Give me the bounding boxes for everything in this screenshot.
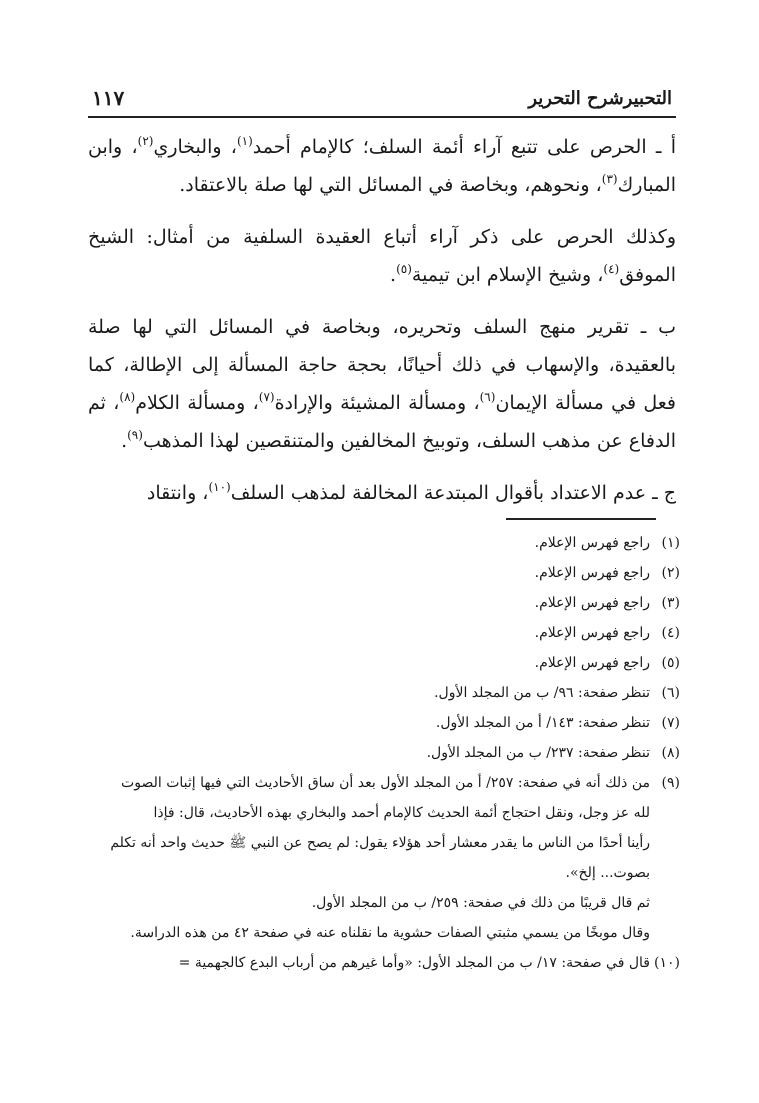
footnote-ref-6[interactable]: (٦) xyxy=(479,390,496,404)
footnote-text: تنظر صفحة: ٢٣٧/ ب من المجلد الأول. xyxy=(426,745,650,761)
footnote-number: (١) xyxy=(661,535,680,551)
footnote-number: (٤) xyxy=(661,625,680,641)
footnote-item xyxy=(80,558,680,588)
footnote-item xyxy=(80,768,680,798)
footnote-ref-4[interactable]: (٤) xyxy=(603,262,620,276)
footnote-continuation-line: رأينا أحدًا من الناس ما يقدر معشار أحد هؤلاء يقول: لم يصح عن النبي ﷺ حديث واحد أنه تكلم xyxy=(110,835,650,851)
text-run: ب ـ تقرير منهج السلف وتحريره، وبخاصة في المسائل التي لها صلة بالعقيدة، والإسهاب في ذلك أحيانًا، بحجة حاجة المسألة إلى الإطالة، كما فعل في مسألة الإيمان xyxy=(88,316,677,414)
paragraph-ba xyxy=(88,308,676,460)
footnote-item xyxy=(80,618,680,648)
footnote-ref-3[interactable]: (٣) xyxy=(601,172,618,186)
text-run: . xyxy=(121,430,128,452)
footnote-continuation-line: بصوت... إلخ». xyxy=(565,865,650,881)
footnote-item xyxy=(80,708,680,738)
text-run: ، وشيخ الإسلام ابن تيمية xyxy=(411,264,604,286)
footnote-text: راجع فهرس الإعلام. xyxy=(534,595,650,611)
footnote-separator xyxy=(506,518,656,520)
footnote-continuation-line: ثم قال قريبًا من ذلك في صفحة: ٢٥٩/ ب من المجلد الأول. xyxy=(311,895,650,911)
footnote-item xyxy=(80,738,680,768)
text-run: ، وابن المبارك xyxy=(88,136,676,196)
footnote-ref-10[interactable]: (١٠) xyxy=(208,480,231,494)
footnote-item xyxy=(80,948,680,978)
footnote-text: راجع فهرس الإعلام. xyxy=(534,535,650,551)
footnote-number: (٧) xyxy=(661,715,680,731)
running-title: التحبيرشرح التحرير xyxy=(528,88,672,109)
footnote-number: (٦) xyxy=(661,685,680,701)
footnote-item xyxy=(80,528,680,558)
footnote-text: راجع فهرس الإعلام. xyxy=(534,655,650,671)
footnote-text: تنظر صفحة: ١٤٣/ أ من المجلد الأول. xyxy=(435,715,650,731)
footnote-text: من ذلك أنه في صفحة: ٢٥٧/ أ من المجلد الأول بعد أن ساق الأحاديث التي فيها إثبات الصوت xyxy=(121,775,650,791)
text-run: . xyxy=(390,264,397,286)
footnote-continuation-line: وقال موبخًا من يسمي مثبتي الصفات حشوية ما نقلناه عنه في صفحة ٤٢ من هذه الدراسة. xyxy=(130,925,650,941)
text-run: ، ومسألة المشيئة والإرادة xyxy=(274,392,480,414)
footnote-item xyxy=(80,648,680,678)
text-run: ، وانتقاد xyxy=(146,482,209,504)
footnote-ref-9[interactable]: (٩) xyxy=(127,428,143,442)
paragraph-alif xyxy=(88,128,676,204)
footnote-item xyxy=(80,678,680,708)
page-header xyxy=(88,86,676,118)
footnote-number: (٢) xyxy=(661,565,680,581)
text-run: ، ونحوهم، وبخاصة في المسائل التي لها صلة بالاعتقاد. xyxy=(179,174,602,196)
footnote-text: راجع فهرس الإعلام. xyxy=(534,625,650,641)
footnote-number: (٨) xyxy=(661,745,680,761)
paragraph-followers xyxy=(88,218,676,294)
text-run: ، ومسألة الكلام xyxy=(135,392,259,414)
text-run: أ ـ الحرص على تتبع آراء أئمة السلف؛ كالإمام أحمد xyxy=(252,136,676,158)
text-run: وكذلك الحرص على ذكر آراء أتباع العقيدة السلفية من أمثال: الشيخ الموفق xyxy=(88,226,676,286)
footnote-number: (٩) xyxy=(661,775,680,791)
footnote-number: (١٠) xyxy=(654,955,680,971)
footnote-ref-5[interactable]: (٥) xyxy=(396,262,412,276)
footnote-text: تنظر صفحة: ٩٦/ ب من المجلد الأول. xyxy=(434,685,650,701)
footnote-ref-8[interactable]: (٨) xyxy=(119,390,136,404)
paragraph-jim xyxy=(88,474,676,512)
text-run: ، والبخاري xyxy=(153,136,237,158)
footnote-item xyxy=(80,588,680,618)
footnote-continuation-line: لله عز وجل، ونقل احتجاج أئمة الحديث كالإمام أحمد والبخاري بهذه الأحاديث، قال: فإذا xyxy=(153,805,650,821)
text-run: ج ـ عدم الاعتداد بأقوال المبتدعة المخالفة لمذهب السلف xyxy=(230,482,676,504)
footnote-ref-1[interactable]: (١) xyxy=(236,134,253,148)
footnotes xyxy=(80,528,680,978)
footnote-text: راجع فهرس الإعلام. xyxy=(534,565,650,581)
footnote-number: (٥) xyxy=(661,655,680,671)
main-text xyxy=(88,128,676,526)
footnote-number: (٣) xyxy=(661,595,680,611)
text-run: ، ثم الدفاع عن مذهب السلف، وتوبيخ المخالفين والمتنقصين لهذا المذهب xyxy=(88,392,676,452)
footnote-ref-2[interactable]: (٢) xyxy=(137,134,154,148)
footnote-ref-7[interactable]: (٧) xyxy=(258,390,275,404)
footnote-text: قال في صفحة: ١٧/ ب من المجلد الأول: «وأما غيرهم من أرباب البدع كالجهمية = xyxy=(178,955,650,971)
page-number: ١١٧ xyxy=(92,86,125,110)
